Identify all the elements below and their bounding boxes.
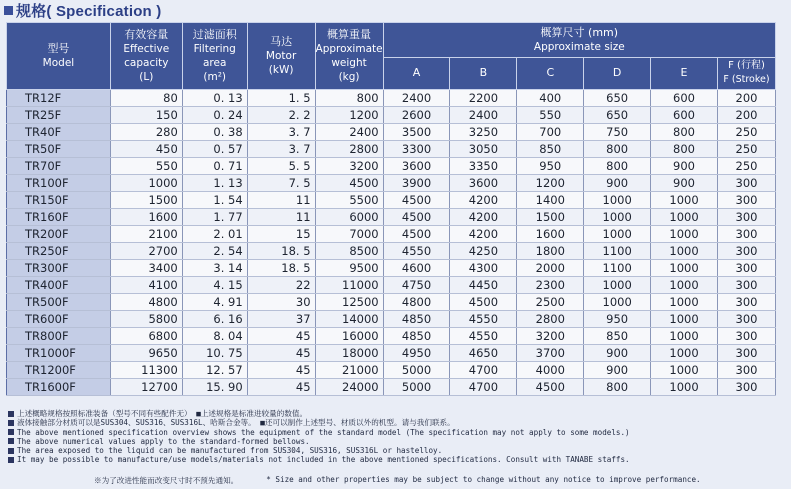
header-motor: 马达 Motor (kW): [247, 23, 315, 90]
section-title: [4, 0, 161, 20]
cell-e: 900: [651, 175, 718, 192]
cell-area: 0. 24: [182, 107, 247, 124]
cell-d: 950: [584, 311, 651, 328]
cell-e: 1000: [651, 243, 718, 260]
cell-b: 4250: [450, 243, 517, 260]
cell-e: 1000: [651, 294, 718, 311]
table-row: [7, 294, 776, 311]
table-row: [7, 209, 776, 226]
cell-b: 4650: [450, 345, 517, 362]
cell-d: 750: [584, 124, 651, 141]
header-area: 过滤面积 Filtering area (m²): [182, 23, 247, 90]
table-row: [7, 277, 776, 294]
note-line: The above mentioned specification overview shows the equipment of the standard model (The specification may not apply to some models.): [8, 428, 788, 437]
cell-a: 5000: [383, 362, 450, 379]
cell-f: 250: [717, 158, 775, 175]
cell-motor: 18. 5: [247, 260, 315, 277]
cell-area: 1. 77: [182, 209, 247, 226]
cell-f: 300: [717, 277, 775, 294]
cell-capacity: 1000: [110, 175, 182, 192]
cell-a: 4600: [383, 260, 450, 277]
cell-area: 12. 57: [182, 362, 247, 379]
cell-capacity: 550: [110, 158, 182, 175]
cell-a: 4800: [383, 294, 450, 311]
cell-f: 300: [717, 328, 775, 345]
table-row: [7, 90, 776, 107]
cell-weight: 12500: [315, 294, 383, 311]
cell-capacity: 150: [110, 107, 182, 124]
cell-d: 1100: [584, 243, 651, 260]
cell-weight: 9500: [315, 260, 383, 277]
cell-f: 300: [717, 379, 775, 396]
cell-motor: 18. 5: [247, 243, 315, 260]
notes-block: [8, 409, 788, 465]
cell-capacity: 5800: [110, 311, 182, 328]
cell-c: 1600: [517, 226, 584, 243]
header-model: 型号 Model: [7, 23, 111, 90]
cell-d: 650: [584, 107, 651, 124]
cell-e: 1000: [651, 345, 718, 362]
cell-b: 4550: [450, 311, 517, 328]
footer-disclaimer: [94, 475, 784, 486]
cell-d: 900: [584, 175, 651, 192]
cell-b: 4700: [450, 362, 517, 379]
cell-c: 700: [517, 124, 584, 141]
cell-model: TR600F: [7, 311, 111, 328]
cell-model: TR800F: [7, 328, 111, 345]
cell-motor: 3. 7: [247, 124, 315, 141]
cell-d: 1000: [584, 277, 651, 294]
cell-e: 800: [651, 141, 718, 158]
cell-b: 4200: [450, 209, 517, 226]
header-weight: 概算重量 Approximate weight (kg): [315, 23, 383, 90]
cell-c: 1400: [517, 192, 584, 209]
cell-capacity: 1600: [110, 209, 182, 226]
cell-area: 3. 14: [182, 260, 247, 277]
cell-b: 4450: [450, 277, 517, 294]
cell-c: 2000: [517, 260, 584, 277]
note-line: 上述概略规格按照标准装备（型号不同有些配件无） ■上述规格是标准进较量的数值。: [8, 409, 788, 418]
header-dim-d: D: [584, 57, 651, 90]
cell-weight: 2800: [315, 141, 383, 158]
cell-b: 3350: [450, 158, 517, 175]
cell-b: 3250: [450, 124, 517, 141]
header-dim-f: F (行程) F (Stroke): [717, 57, 775, 90]
cell-c: 3200: [517, 328, 584, 345]
cell-motor: 7. 5: [247, 175, 315, 192]
cell-b: 2400: [450, 107, 517, 124]
cell-a: 4850: [383, 311, 450, 328]
cell-capacity: 4100: [110, 277, 182, 294]
cell-e: 1000: [651, 192, 718, 209]
title-text: 规格( Specification ): [16, 2, 162, 20]
cell-weight: 800: [315, 90, 383, 107]
cell-f: 200: [717, 107, 775, 124]
cell-c: 2500: [517, 294, 584, 311]
cell-c: 1200: [517, 175, 584, 192]
cell-area: 4. 15: [182, 277, 247, 294]
table-row: [7, 260, 776, 277]
cell-weight: 2400: [315, 124, 383, 141]
cell-c: 950: [517, 158, 584, 175]
table-row: [7, 124, 776, 141]
cell-model: TR1200F: [7, 362, 111, 379]
cell-f: 250: [717, 124, 775, 141]
cell-f: 300: [717, 226, 775, 243]
cell-motor: 3. 7: [247, 141, 315, 158]
table-row: [7, 226, 776, 243]
cell-e: 1000: [651, 277, 718, 294]
cell-b: 4500: [450, 294, 517, 311]
cell-c: 850: [517, 141, 584, 158]
cell-weight: 11000: [315, 277, 383, 294]
cell-f: 250: [717, 141, 775, 158]
footer-en: * Size and other properties may be subject to change without any notice to improve performance.: [266, 475, 701, 484]
header-dim-b: B: [450, 57, 517, 90]
table-row: [7, 192, 776, 209]
cell-e: 1000: [651, 362, 718, 379]
cell-area: 0. 57: [182, 141, 247, 158]
cell-d: 1000: [584, 209, 651, 226]
cell-d: 850: [584, 328, 651, 345]
cell-area: 0. 71: [182, 158, 247, 175]
cell-a: 4550: [383, 243, 450, 260]
cell-b: 3050: [450, 141, 517, 158]
cell-a: 2400: [383, 90, 450, 107]
header-capacity: 有效容量 Effective capacity (L): [110, 23, 182, 90]
cell-e: 1000: [651, 311, 718, 328]
cell-model: TR100F: [7, 175, 111, 192]
cell-e: 1000: [651, 379, 718, 396]
title-square-icon: [4, 6, 13, 15]
cell-model: TR300F: [7, 260, 111, 277]
note-line: The above numerical values apply to the standard-formed bellows.: [8, 437, 788, 446]
cell-model: TR160F: [7, 209, 111, 226]
cell-model: TR12F: [7, 90, 111, 107]
cell-a: 4500: [383, 192, 450, 209]
cell-c: 2300: [517, 277, 584, 294]
cell-d: 1000: [584, 192, 651, 209]
cell-motor: 22: [247, 277, 315, 294]
table-row: [7, 345, 776, 362]
cell-area: 0. 13: [182, 90, 247, 107]
specification-table: [6, 22, 776, 396]
cell-d: 800: [584, 379, 651, 396]
header-size-group: 概算尺寸 (mm) Approximate size: [383, 23, 775, 58]
cell-c: 1800: [517, 243, 584, 260]
table-row: [7, 175, 776, 192]
cell-d: 1000: [584, 226, 651, 243]
cell-capacity: 4800: [110, 294, 182, 311]
cell-e: 1000: [651, 328, 718, 345]
cell-f: 300: [717, 209, 775, 226]
table-row: [7, 107, 776, 124]
cell-model: TR250F: [7, 243, 111, 260]
cell-c: 550: [517, 107, 584, 124]
cell-capacity: 280: [110, 124, 182, 141]
cell-area: 8. 04: [182, 328, 247, 345]
cell-weight: 16000: [315, 328, 383, 345]
cell-capacity: 2100: [110, 226, 182, 243]
cell-c: 400: [517, 90, 584, 107]
cell-a: 3900: [383, 175, 450, 192]
cell-model: TR150F: [7, 192, 111, 209]
cell-motor: 1. 5: [247, 90, 315, 107]
cell-d: 1000: [584, 294, 651, 311]
cell-capacity: 2700: [110, 243, 182, 260]
cell-f: 300: [717, 243, 775, 260]
cell-model: TR40F: [7, 124, 111, 141]
cell-c: 2800: [517, 311, 584, 328]
cell-model: TR1600F: [7, 379, 111, 396]
cell-model: TR50F: [7, 141, 111, 158]
cell-motor: 30: [247, 294, 315, 311]
cell-f: 300: [717, 311, 775, 328]
cell-d: 800: [584, 141, 651, 158]
header-dim-a: A: [383, 57, 450, 90]
cell-capacity: 11300: [110, 362, 182, 379]
cell-a: 3600: [383, 158, 450, 175]
cell-d: 900: [584, 362, 651, 379]
cell-b: 3600: [450, 175, 517, 192]
cell-c: 1500: [517, 209, 584, 226]
cell-b: 4200: [450, 192, 517, 209]
cell-f: 300: [717, 175, 775, 192]
cell-d: 650: [584, 90, 651, 107]
cell-a: 4500: [383, 209, 450, 226]
footer-zh: ※为了改进性能而改变尺寸时不预先通知。: [94, 476, 239, 485]
cell-a: 4850: [383, 328, 450, 345]
cell-b: 4200: [450, 226, 517, 243]
table-row: [7, 243, 776, 260]
cell-e: 800: [651, 124, 718, 141]
cell-d: 800: [584, 158, 651, 175]
cell-c: 4000: [517, 362, 584, 379]
cell-f: 300: [717, 362, 775, 379]
cell-motor: 45: [247, 328, 315, 345]
cell-area: 1. 13: [182, 175, 247, 192]
cell-model: TR70F: [7, 158, 111, 175]
cell-e: 1000: [651, 209, 718, 226]
cell-area: 0. 38: [182, 124, 247, 141]
cell-e: 1000: [651, 226, 718, 243]
cell-motor: 37: [247, 311, 315, 328]
cell-a: 4950: [383, 345, 450, 362]
cell-area: 4. 91: [182, 294, 247, 311]
cell-weight: 1200: [315, 107, 383, 124]
cell-c: 4500: [517, 379, 584, 396]
header-dim-e: E: [651, 57, 718, 90]
cell-weight: 18000: [315, 345, 383, 362]
cell-motor: 11: [247, 192, 315, 209]
cell-c: 3700: [517, 345, 584, 362]
cell-e: 1000: [651, 260, 718, 277]
cell-a: 3300: [383, 141, 450, 158]
cell-capacity: 80: [110, 90, 182, 107]
cell-motor: 45: [247, 362, 315, 379]
cell-capacity: 1500: [110, 192, 182, 209]
cell-b: 4550: [450, 328, 517, 345]
cell-a: 4750: [383, 277, 450, 294]
cell-capacity: 450: [110, 141, 182, 158]
cell-b: 2200: [450, 90, 517, 107]
cell-b: 4300: [450, 260, 517, 277]
table-row: [7, 158, 776, 175]
cell-e: 900: [651, 158, 718, 175]
cell-weight: 14000: [315, 311, 383, 328]
cell-weight: 21000: [315, 362, 383, 379]
table-row: [7, 328, 776, 345]
cell-motor: 11: [247, 209, 315, 226]
cell-capacity: 3400: [110, 260, 182, 277]
cell-weight: 4500: [315, 175, 383, 192]
cell-d: 1100: [584, 260, 651, 277]
cell-weight: 8500: [315, 243, 383, 260]
cell-a: 4500: [383, 226, 450, 243]
table-row: [7, 141, 776, 158]
cell-motor: 2. 2: [247, 107, 315, 124]
cell-f: 200: [717, 90, 775, 107]
cell-motor: 45: [247, 345, 315, 362]
cell-e: 600: [651, 107, 718, 124]
cell-weight: 24000: [315, 379, 383, 396]
cell-a: 2600: [383, 107, 450, 124]
cell-d: 900: [584, 345, 651, 362]
cell-area: 2. 01: [182, 226, 247, 243]
cell-motor: 45: [247, 379, 315, 396]
cell-model: TR400F: [7, 277, 111, 294]
cell-model: TR500F: [7, 294, 111, 311]
cell-a: 5000: [383, 379, 450, 396]
cell-motor: 15: [247, 226, 315, 243]
cell-area: 1. 54: [182, 192, 247, 209]
cell-area: 15. 90: [182, 379, 247, 396]
cell-capacity: 6800: [110, 328, 182, 345]
cell-weight: 5500: [315, 192, 383, 209]
cell-capacity: 9650: [110, 345, 182, 362]
table-row: [7, 379, 776, 396]
cell-motor: 5. 5: [247, 158, 315, 175]
cell-capacity: 12700: [110, 379, 182, 396]
cell-b: 4700: [450, 379, 517, 396]
cell-f: 300: [717, 192, 775, 209]
note-line: 液体接触部分材质可以是SUS304、SUS316、SUS316L、哈斯合金等。 ■还可以制作上述型号、材质以外的机型。请与我们联系。: [8, 418, 788, 427]
table-row: [7, 311, 776, 328]
cell-a: 3500: [383, 124, 450, 141]
cell-area: 2. 54: [182, 243, 247, 260]
cell-f: 300: [717, 260, 775, 277]
cell-f: 300: [717, 294, 775, 311]
cell-weight: 6000: [315, 209, 383, 226]
cell-model: TR200F: [7, 226, 111, 243]
note-line: The area exposed to the liquid can be manufactured from SUS304, SUS316, SUS316L or hastelloy.: [8, 446, 788, 455]
cell-f: 300: [717, 345, 775, 362]
cell-weight: 3200: [315, 158, 383, 175]
cell-e: 600: [651, 90, 718, 107]
cell-area: 10. 75: [182, 345, 247, 362]
table-body: [7, 90, 776, 396]
cell-model: TR25F: [7, 107, 111, 124]
header-dim-c: C: [517, 57, 584, 90]
cell-model: TR1000F: [7, 345, 111, 362]
note-line: It may be possible to manufacture/use models/materials not included in the above mentioned specifications. Consult with TANABE staffs.: [8, 455, 788, 464]
cell-weight: 7000: [315, 226, 383, 243]
cell-area: 6. 16: [182, 311, 247, 328]
table-row: [7, 362, 776, 379]
